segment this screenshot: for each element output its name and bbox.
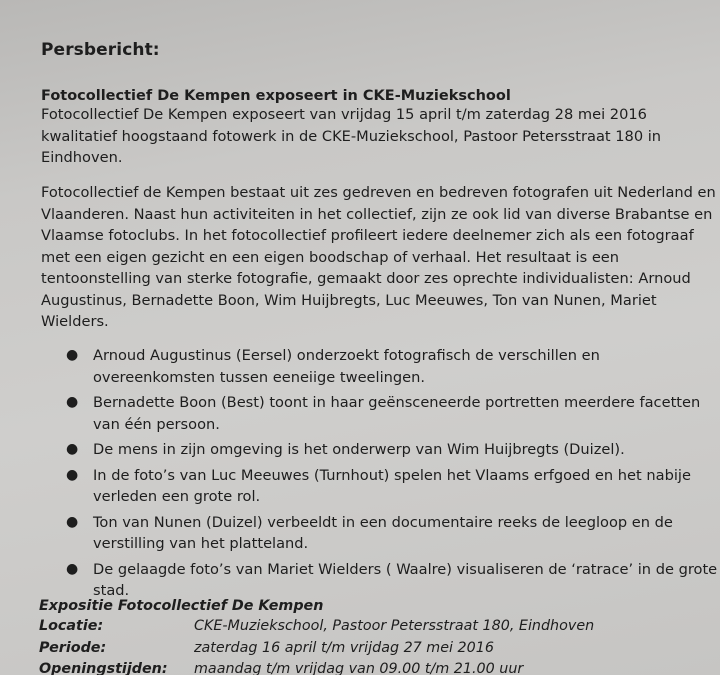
body-line: met een eigen gezicht en een eigen boodschap of verhaal. Het resultaat is een	[41, 248, 620, 266]
list-item	[60, 392, 710, 435]
list-item-line: Bernadette Boon (Best) toont in haar geënsceneerde portretten meerdere facetten	[93, 394, 701, 411]
intro-line: Eindhoven.	[41, 149, 123, 166]
body-line: Vlaanderen. Naast hun activiteiten in het collectief, zijn ze ook lid van diverse Brabantse en	[41, 205, 713, 223]
list-item-line: overeenkomsten tussen eeneiige tweelingen.	[93, 368, 426, 386]
period-value: zaterdag 16 april t/m vrijdag 27 mei 2016	[194, 640, 494, 656]
intro-line: Fotocollectief De Kempen exposeert van vrijdag 15 april t/m zaterdag 28 mei 2016	[41, 106, 647, 123]
list-item	[60, 345, 710, 388]
bullet-icon: ●	[66, 394, 79, 410]
list-item	[60, 512, 710, 555]
list-item-line: In de foto’s van Luc Meeuwes (Turnhout) spelen het Vlaams erfgoed en het nabije	[93, 466, 691, 484]
press-release-subtitle: Fotocollectief De Kempen exposeert in CKE-Muziekschool	[41, 88, 511, 104]
bullet-icon: ●	[66, 513, 79, 530]
list-item-line: verstilling van het platteland.	[93, 535, 309, 552]
list-item-line: De gelaagde foto’s van Mariet Wielders ( Waalre) visualiseren de ‘ratrace’ in de grote	[93, 560, 718, 578]
list-item-line: stad.	[93, 582, 130, 599]
bullet-icon: ●	[66, 441, 79, 457]
list-item	[60, 439, 710, 461]
opening-hours-value: maandag t/m vrijdag van 09.00 t/m 21.00 uur	[194, 661, 524, 675]
press-release-heading: Persbericht:	[41, 40, 160, 60]
location-label: Locatie:	[39, 618, 104, 634]
body-line: Fotocollectief de Kempen bestaat uit zes gedreven en bedreven fotografen uit Nederland en	[41, 184, 716, 201]
list-item-line: De mens in zijn omgeving is het onderwerp van Wim Huijbregts (Duizel).	[93, 441, 625, 458]
location-value: CKE-Muziekschool, Pastoor Petersstraat 180, Eindhoven	[194, 618, 595, 634]
body-paragraph	[41, 182, 716, 333]
list-item	[60, 465, 710, 508]
body-line: Wielders.	[41, 313, 109, 330]
body-line: tentoonstelling van sterke fotografie, gemaakt door zes oprechte individualisten: Arnoud	[41, 270, 691, 287]
body-line: Vlaamse fotoclubs. In het fotocollectief profileert iedere deelnemer zich als een fotograaf	[41, 227, 694, 244]
list-item	[60, 559, 718, 602]
list-item-line: Arnoud Augustinus (Eersel) onderzoekt fotografisch de verschillen en	[93, 347, 600, 364]
bullet-icon: ●	[66, 347, 79, 363]
intro-paragraph	[41, 104, 716, 169]
period-label: Periode:	[39, 640, 107, 656]
opening-hours-label: Openingstijden:	[39, 661, 168, 675]
list-item-line: van één persoon.	[93, 415, 220, 433]
exhibition-title: Expositie Fotocollectief De Kempen	[39, 598, 324, 614]
bullet-icon: ●	[66, 466, 79, 483]
intro-line: kwalitatief hoogstaand fotowerk in de CKE-Muziekschool, Pastoor Petersstraat 180 in	[41, 127, 662, 145]
bullet-icon: ●	[66, 560, 79, 577]
body-line: Augustinus, Bernadette Boon, Wim Huijbregts, Luc Meeuwes, Ton van Nunen, Mariet	[41, 291, 657, 309]
list-item-line: Ton van Nunen (Duizel) verbeeldt in een documentaire reeks de leegloop en de	[93, 513, 673, 531]
photographer-list	[60, 345, 718, 606]
list-item-line: verleden een grote rol.	[93, 488, 261, 505]
